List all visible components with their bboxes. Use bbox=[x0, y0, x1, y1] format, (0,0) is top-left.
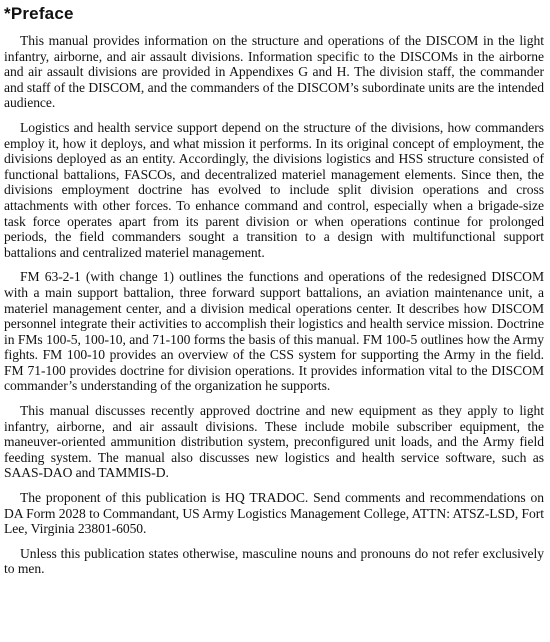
paragraph-scope: This manual provides information on the structure and operations of the DISCOM in the light infantry, airborne, and air assault divisions. Information specific to the DISCOMs in the airborne and air assault divisions are provided in Appendixes G and H. The division staff, the commander and staff of the DISCOM, and the commanders of the DISCOM’s subordinate units are the intended audience. bbox=[4, 33, 544, 111]
paragraph-proponent: The proponent of this publication is HQ TRADOC. Send comments and recommendations on DA Form 2028 to Commandant, US Army Logistics Management College, ATTN: ATSZ-LSD, Fort Lee, Virginia 23801-6050. bbox=[4, 490, 544, 537]
paragraph-logistics-structure: Logistics and health service support depend on the structure of the divisions, how commanders employ it, how it deploys, and what mission it performs. In its original concept of employment, the divisions deployed as an entity. Accordingly, the divisions logistics and HSS structure consisted of functional battalions, FASCOs, and decentralized materiel management elements. Since then, the divisions employment doctrine has evolved to include split division operations and cross attachments with other forces. To enhance command and control, especially when a brigade-size task force operates apart from its parent division or when operations continue for prolonged periods, the field commanders sought a transition to a design with multifunctional support battalions and centralized materiel management. bbox=[4, 119, 544, 260]
paragraph-gender-note: Unless this publication states otherwise, masculine nouns and pronouns do not refer exclusively to men. bbox=[4, 545, 544, 577]
preface-body bbox=[4, 33, 544, 577]
paragraph-new-doctrine: This manual discusses recently approved doctrine and new equipment as they apply to light infantry, airborne, and air assault divisions. These include mobile subscriber equipment, the maneuver-oriented ammunition distribution system, preconfigured unit loads, and the Army field feeding system. The manual also discusses new logistics and health service software, such as SAAS-DAO and TAMMIS-D. bbox=[4, 403, 544, 481]
paragraph-fm-outline: FM 63-2-1 (with change 1) outlines the functions and operations of the redesigned DISCOM with a main support battalion, three forward support battalions, an aviation maintenance unit, a materiel management center, and a division medical operations center. It describes how DISCOM personnel integrate their activities to accomplish their logistics and health service mission. Doctrine in FMs 100-5, 100-10, and 71-100 forms the basis of this manual. FM 100-5 outlines how the Army fights. FM 100-10 provides an overview of the CSS system for supporting the Army in the field. FM 71-100 provides doctrine for division operations. It provides information vital to the DISCOM commander’s understanding of the organization he supports. bbox=[4, 269, 544, 394]
preface-heading: *Preface bbox=[4, 4, 74, 23]
